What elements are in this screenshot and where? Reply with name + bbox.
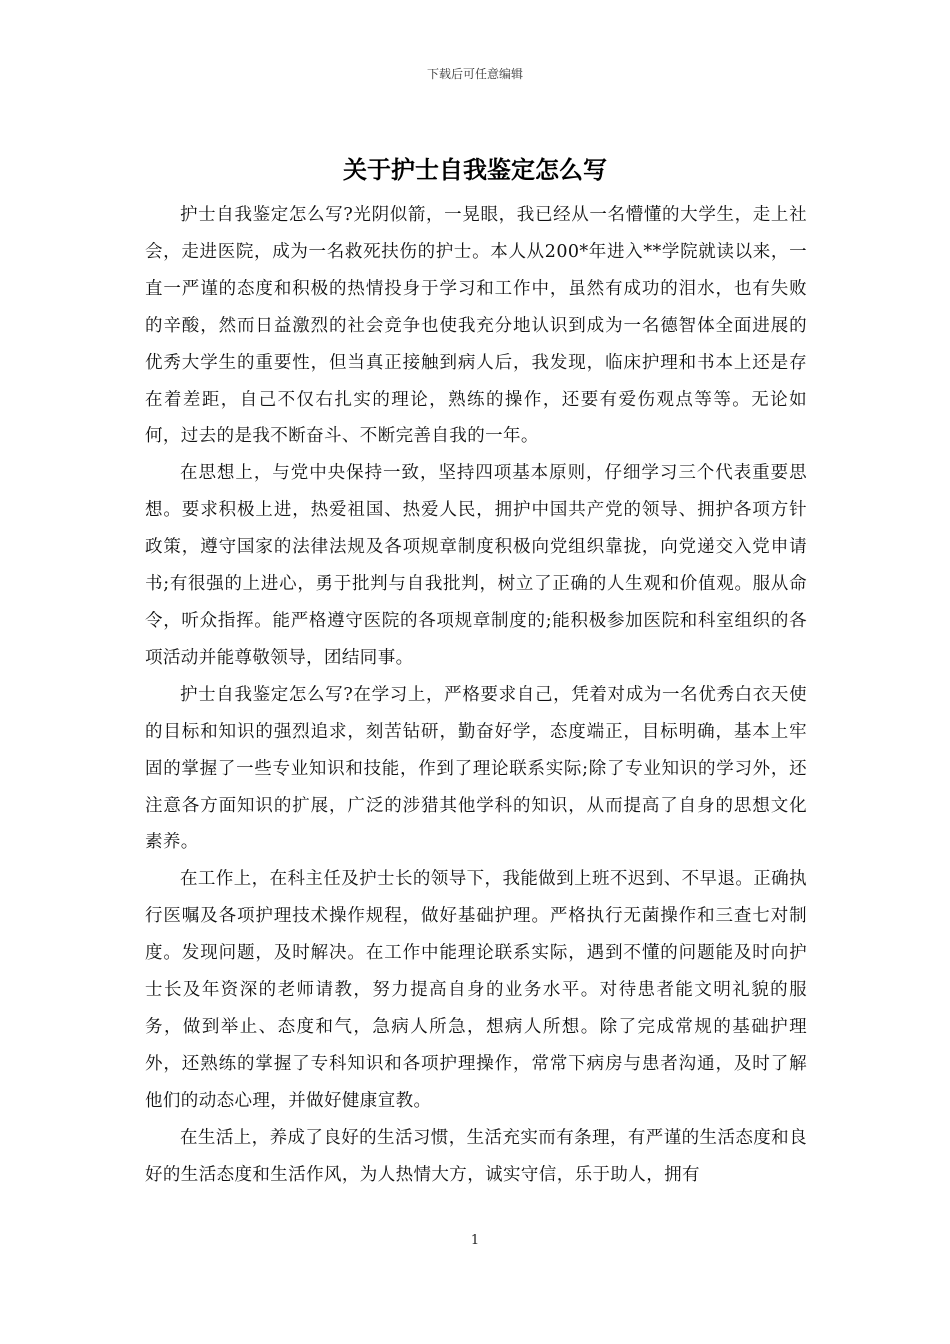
paragraph-4: 在工作上，在科主任及护士长的领导下，我能做到上班不迟到、不早退。正确执行医嘱及各项护理技术操作规程，做好基础护理。严格执行无菌操作和三查七对制度。发现问题，及时解决。在工作中能理论联系实际，遇到不懂的问题能及时向护士长及年资深的老师请教，努力提高自身的业务水平。对待患者能文明礼貌的服务，做到举止、态度和气，急病人所急，想病人所想。除了完成常规的基础护理外，还熟练的掌握了专科知识和各项护理操作，常常下病房与患者沟通，及时了解他们的动态心理，并做好健康宣教。: [145, 869, 807, 1111]
document-body: [145, 197, 807, 1193]
page-number: 1: [470, 1233, 480, 1248]
page-header-note: 下载后可任意编辑: [426, 67, 523, 81]
paragraph-3: 护士自我鉴定怎么写?在学习上，严格要求自己，凭着对成为一名优秀白衣天使的目标和知识的强烈追求，刻苦钻研，勤奋好学，态度端正，目标明确，基本上牢固的掌握了一些专业知识和技能，作到了理论联系实际;除了专业知识的学习外，还注意各方面知识的扩展，广泛的涉猎其他学科的知识，从而提高了自身的思想文化素养。: [145, 684, 807, 853]
paragraph-5: 在生活上，养成了良好的生活习惯，生活充实而有条理，有严谨的生活态度和良好的生活态度和生活作风，为人热情大方，诚实守信，乐于助人，拥有: [145, 1127, 807, 1185]
paragraph-2: 在思想上，与党中央保持一致，坚持四项基本原则，仔细学习三个代表重要思想。要求积极上进，热爱祖国、热爱人民，拥护中国共产党的领导、拥护各项方针政策，遵守国家的法律法规及各项规章制度积极向党组织靠拢，向党递交入党申请书;有很强的上进心，勇于批判与自我批判，树立了正确的人生观和价值观。服从命令，听众指挥。能严格遵守医院的各项规章制度的;能积极参加医院和科室组织的各项活动并能尊敬领导，团结同事。: [145, 463, 807, 668]
document-title: 关于护士自我鉴定怎么写: [343, 156, 607, 184]
paragraph-1: 护士自我鉴定怎么写?光阴似箭，一晃眼，我已经从一名懵懂的大学生，走上社会，走进医院，成为一名救死扶伤的护士。本人从200*年进入**学院就读以来，一直一严谨的态度和积极的热情投身于学习和工作中，虽然有成功的泪水，也有失败的辛酸，然而日益激烈的社会竞争也使我充分地认识到成为一名德智体全面进展的优秀大学生的重要性，但当真正接触到病人后，我发现，临床护理和书本上还是存在着差距，自己不仅右扎实的理论，熟练的操作，还要有爱伤观点等等。无论如何，过去的是我不断奋斗、不断完善自我的一年。: [145, 205, 807, 447]
